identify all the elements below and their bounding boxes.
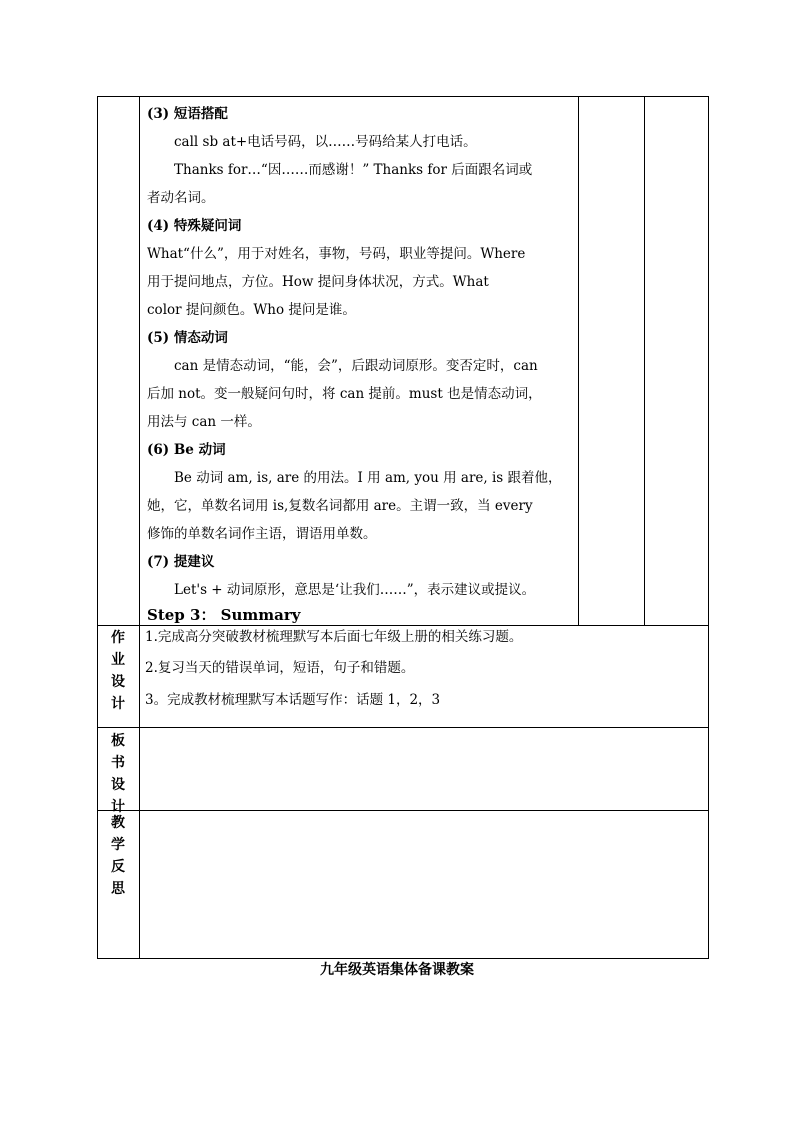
lesson-line: 修饰的单数名词作主语，谓语用单数。 [147, 526, 377, 542]
table-top-border [97, 96, 709, 97]
homework-item: 3。完成教材梳理默写本话题写作：话题 1，2，3 [145, 692, 441, 708]
lesson-line: call sb at+电话号码，以……号码给某人打电话。 [174, 134, 477, 150]
row-divider-reflection [97, 810, 709, 811]
homework-label-char: 业 [111, 652, 125, 668]
lesson-line: (6) Be 动词 [147, 442, 226, 458]
lesson-line: color 提问颜色。Who 提问是谁。 [147, 302, 356, 318]
lesson-line: (7) 提建议 [147, 554, 215, 570]
reflection-label-char: 学 [111, 837, 125, 853]
lesson-line: 用法与 can 一样。 [147, 414, 261, 430]
board-label-char: 设 [111, 777, 125, 793]
lesson-line: 者动名词。 [147, 190, 215, 206]
reflection-label-char: 反 [111, 859, 125, 875]
lesson-line: (5) 情态动词 [147, 330, 228, 346]
reflection-label [97, 812, 139, 900]
page-footer-title: 九年级英语集体备课教案 [320, 962, 474, 978]
lesson-content [147, 100, 577, 626]
content-column-divider [578, 96, 579, 626]
label-column-divider [139, 96, 140, 959]
homework-item: 2.复习当天的错误单词，短语，句子和错题。 [145, 660, 415, 676]
board-design-label [97, 730, 139, 818]
homework-label-char: 作 [111, 630, 125, 646]
table-bottom-border [97, 958, 709, 959]
homework-label [97, 627, 139, 715]
board-label-char: 板 [111, 733, 125, 749]
lesson-line: Thanks for…“因……而感谢！” Thanks for 后面跟名词或 [174, 162, 533, 178]
lesson-line: (3) 短语搭配 [147, 106, 228, 122]
homework-label-char: 设 [111, 674, 125, 690]
board-label-char: 计 [111, 799, 125, 815]
lesson-line: (4) 特殊疑问词 [147, 218, 242, 234]
row-divider-board [97, 727, 709, 728]
lesson-line: can 是情态动词，“能，会”，后跟动词原形。变否定时，can [174, 358, 538, 374]
reflection-label-char: 思 [111, 881, 125, 897]
lesson-line: 她，它，单数名词用 is,复数名词都用 are。主谓一致，当 every [147, 498, 533, 514]
lesson-line: Let's + 动词原形，意思是‘让我们……”，表示建议或提议。 [174, 582, 536, 598]
extra-column-divider [644, 96, 645, 626]
lesson-line: 后加 not。变一般疑问句时，将 can 提前。must 也是情态动词， [147, 386, 542, 402]
reflection-label-char: 教 [111, 815, 125, 831]
table-right-border [708, 96, 709, 959]
lesson-line: What“什么”，用于对姓名，事物，号码，职业等提问。Where [147, 246, 526, 262]
lesson-line: Be 动词 am, is, are 的用法。I 用 am, you 用 are, is 跟着他， [174, 470, 562, 486]
lesson-line: 用于提问地点，方位。How 提问身体状况，方式。What [147, 274, 489, 290]
homework-item: 1.完成高分突破教材梳理默写本后面七年级上册的相关练习题。 [145, 629, 523, 645]
homework-label-char: 计 [111, 696, 125, 712]
board-label-char: 书 [111, 755, 125, 771]
step-heading: Step 3： Summary [147, 606, 301, 624]
